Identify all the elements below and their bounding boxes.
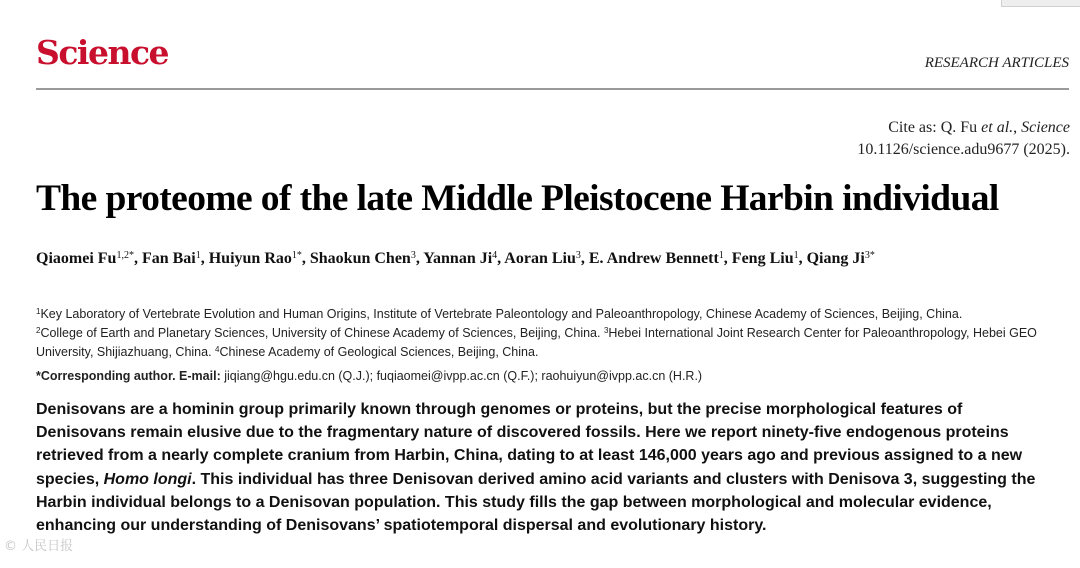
- author-affiliation-marker: 1,2*: [116, 250, 134, 261]
- header-divider: [36, 88, 1069, 90]
- citation-doi[interactable]: 10.1126/science.adu9677 (2025).: [857, 141, 1070, 158]
- author-separator: ,: [301, 250, 310, 267]
- citation-prefix: Cite as: Q. Fu: [888, 119, 982, 136]
- affiliation-number: 4: [215, 345, 220, 354]
- affiliation: [36, 307, 962, 321]
- author-name: Aoran Liu: [504, 250, 576, 267]
- author-name: E. Andrew Bennett: [588, 250, 719, 267]
- author[interactable]: [589, 250, 724, 267]
- citation-block: [857, 117, 1070, 161]
- author-name: Yannan Ji: [423, 250, 493, 267]
- author[interactable]: [807, 250, 875, 267]
- affiliation-text: Chinese Academy of Geological Sciences, Beijing, China.: [219, 345, 539, 359]
- author-affiliation-marker: 1: [793, 250, 799, 261]
- corresponding-author: [36, 367, 1066, 386]
- author-affiliation-marker: 1*: [291, 250, 302, 261]
- journal-logo[interactable]: Science: [36, 33, 169, 72]
- author-separator: ,: [580, 250, 589, 267]
- affiliation: [36, 326, 604, 340]
- author-separator: ,: [133, 250, 142, 267]
- author[interactable]: [310, 250, 416, 267]
- author[interactable]: [423, 250, 497, 267]
- abstract-text: . This individual has three Denisovan derived amino acid variants and clusters with Denisova 3, suggesting the Harbin individual belongs to a Denisovan population. This study fills the gap between morphological and molecular evidence, enhancing our understanding of Denisovans’ spatiotemporal dispersal and evolutionary history.: [36, 470, 1036, 535]
- corresponding-emails[interactable]: jiqiang@hgu.edu.cn (Q.J.); fuqiaomei@ivpp.ac.cn (Q.F.); raohuiyun@ivpp.ac.cn (H.R.): [220, 369, 703, 383]
- author-affiliation-marker: 3*: [864, 250, 875, 261]
- abstract: [36, 398, 1036, 537]
- author-affiliation-marker: 1: [718, 250, 724, 261]
- author-separator: ,: [415, 250, 424, 267]
- affiliation-number: 3: [603, 326, 609, 335]
- affiliation-number: 1: [36, 307, 41, 316]
- author[interactable]: [504, 250, 581, 267]
- author-name: Fan Bai: [141, 250, 196, 267]
- affiliation-text: Hebei International Joint Research Center for Paleoanthropology, Hebei GEO University, Shijiazhuang, China.: [36, 326, 1037, 359]
- window-corner-tab: [1001, 0, 1080, 7]
- author[interactable]: [142, 250, 201, 267]
- affiliation: [215, 345, 538, 359]
- author[interactable]: [36, 250, 134, 267]
- author-name: Qiang Ji: [806, 250, 865, 267]
- author-name: Huiyun Rao: [208, 250, 292, 267]
- abstract-text: Denisovans are a hominin group primarily known through genomes or proteins, but the precise morphological features of Denisovans remain elusive due to the fragmentary nature of discovered fossils. Here we report ninety-five endogenous proteins retrieved from a nearly complete cranium from Harbin, China, dating to at least 146,000 years ago and previous assigned to a new species,: [36, 401, 1023, 488]
- author-affiliation-marker: 3: [410, 250, 416, 261]
- author-affiliation-marker: 1: [195, 250, 201, 261]
- author-name: Feng Liu: [731, 250, 794, 267]
- author-separator: ,: [723, 250, 732, 267]
- author[interactable]: [732, 250, 799, 267]
- affiliation-text: Key Laboratory of Vertebrate Evolution and Human Origins, Institute of Vertebrate Paleontology and Paleoanthropology, Chinese Academy of Sciences, Beijing, China.: [40, 307, 963, 321]
- affiliation-text: College of Earth and Planetary Sciences, University of Chinese Academy of Sciences, Beijing, China.: [40, 326, 604, 340]
- author-affiliation-marker: 3: [575, 250, 581, 261]
- affiliation-number: 2: [36, 326, 41, 335]
- citation-journal: Science: [1021, 119, 1070, 136]
- author-name: Shaokun Chen: [309, 250, 411, 267]
- affiliations: [36, 305, 1066, 362]
- author-separator: ,: [497, 250, 505, 267]
- author-list: [36, 248, 1066, 270]
- section-label: RESEARCH ARTICLES: [924, 55, 1069, 71]
- corresponding-label: *Corresponding author. E-mail:: [36, 369, 221, 383]
- abstract-species-name: Homo longi: [103, 470, 192, 488]
- author-separator: ,: [798, 250, 807, 267]
- watermark: © 人民日报: [4, 539, 74, 554]
- article-title: The proteome of the late Middle Pleistocene Harbin individual: [36, 178, 999, 219]
- citation-separator: ,: [1013, 119, 1022, 136]
- author[interactable]: [209, 250, 302, 267]
- citation-line: [857, 117, 1070, 139]
- author-separator: ,: [200, 250, 209, 267]
- author-affiliation-marker: 4: [492, 250, 498, 261]
- citation-et-al: et al.: [981, 119, 1014, 136]
- author-name: Qiaomei Fu: [36, 250, 117, 267]
